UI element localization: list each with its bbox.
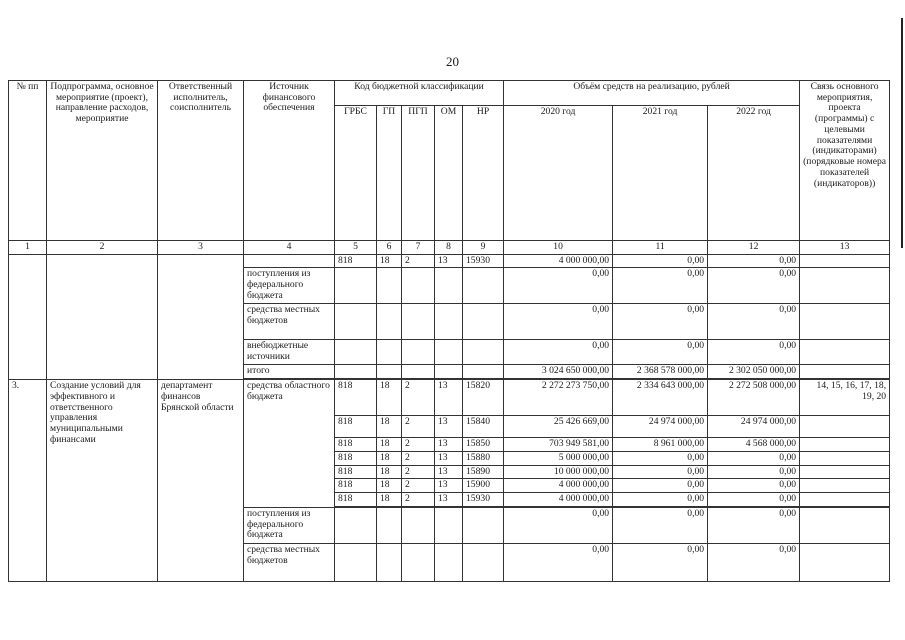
cell-grbs: 818: [335, 254, 377, 268]
cell-2020: 25 426 669,00: [504, 416, 613, 438]
cell-2021: 0,00: [613, 543, 708, 581]
cell-2020: 5 000 000,00: [504, 451, 613, 465]
cell-np: 15850: [463, 438, 504, 452]
source-federal: поступления из федерального бюджета: [244, 268, 335, 304]
cell-pgp: 2: [402, 493, 435, 507]
cell-gp: 18: [377, 479, 402, 493]
subheader-2020: 2020 год: [504, 106, 613, 241]
table-row: [9, 254, 890, 268]
cell-np: 15840: [463, 416, 504, 438]
cell-pgp: 2: [402, 451, 435, 465]
cell-2022: 0,00: [708, 451, 800, 465]
column-number: 2: [47, 241, 158, 255]
cell-2021: 0,00: [613, 493, 708, 507]
cell-2022: 0,00: [708, 304, 800, 340]
cell-grbs: 818: [335, 451, 377, 465]
cell-gp: 18: [377, 416, 402, 438]
subheader-gp: ГП: [377, 106, 402, 241]
cell-np: 15900: [463, 479, 504, 493]
cell-2022: 0,00: [708, 479, 800, 493]
table-row: [9, 380, 890, 416]
column-number: 11: [613, 241, 708, 255]
source-federal: поступления из федерального бюджета: [244, 507, 335, 543]
cell-np: 15880: [463, 451, 504, 465]
cell-om: 13: [435, 493, 463, 507]
cell-gp: 18: [377, 380, 402, 416]
indicator-links: 14, 15, 16, 17, 18, 19, 20: [800, 380, 890, 416]
source-local: средства местных бюджетов: [244, 304, 335, 340]
column-number: 9: [463, 241, 504, 255]
cell-gp: 18: [377, 438, 402, 452]
cell-2020: 4 000 000,00: [504, 254, 613, 268]
cell-2022: 24 974 000,00: [708, 416, 800, 438]
column-number: 3: [158, 241, 244, 255]
source-extrabudget: внебюджетные источники: [244, 340, 335, 365]
cell-2021: 0,00: [613, 304, 708, 340]
cell-2022: 0,00: [708, 493, 800, 507]
cell-grbs: 818: [335, 479, 377, 493]
cell-grbs: 818: [335, 380, 377, 416]
cell-pgp: 2: [402, 254, 435, 268]
cell-pgp: 2: [402, 438, 435, 452]
cell-grbs: 818: [335, 416, 377, 438]
cell-2022: 4 568 000,00: [708, 438, 800, 452]
cell-grbs: 818: [335, 438, 377, 452]
cell-2022: 0,00: [708, 254, 800, 268]
column-number: 1: [9, 241, 47, 255]
total-2021: 2 368 578 000,00: [613, 365, 708, 379]
cell-2021: 8 961 000,00: [613, 438, 708, 452]
cell-om: 13: [435, 479, 463, 493]
cell-gp: 18: [377, 451, 402, 465]
cell-pgp: 2: [402, 465, 435, 479]
cell-2022: 2 272 508 000,00: [708, 380, 800, 416]
cell-np: 15820: [463, 380, 504, 416]
cell-np: 15930: [463, 254, 504, 268]
cell-gp: 18: [377, 493, 402, 507]
total-2022: 2 302 050 000,00: [708, 365, 800, 379]
cell-2022: 0,00: [708, 268, 800, 304]
cell-gp: 18: [377, 254, 402, 268]
column-number: 6: [377, 241, 402, 255]
empty-cell: [47, 254, 158, 379]
header-source: Источник финансового обеспечения: [244, 81, 335, 241]
subheader-grbs: ГРБС: [335, 106, 377, 241]
total-label: итого: [244, 365, 335, 379]
cell-2020: 2 272 273 750,00: [504, 380, 613, 416]
total-2020: 3 024 650 000,00: [504, 365, 613, 379]
cell-2020: 0,00: [504, 340, 613, 365]
cell-grbs: 818: [335, 465, 377, 479]
executor: департамент финансов Брянской области: [158, 380, 244, 582]
column-number-row: [9, 241, 890, 255]
cell-om: 13: [435, 465, 463, 479]
cell-om: 13: [435, 380, 463, 416]
page-number: 20: [446, 54, 459, 69]
empty-cell: [244, 254, 335, 268]
column-number: 10: [504, 241, 613, 255]
cell-2020: 703 949 581,00: [504, 438, 613, 452]
cell-2020: 4 000 000,00: [504, 493, 613, 507]
cell-np: 15890: [463, 465, 504, 479]
header-executor: Ответственный исполнитель, соисполнитель: [158, 81, 244, 241]
cell-2020: 0,00: [504, 543, 613, 581]
header-link: Связь основного мероприятия, проекта (программы) с целевыми показателями (индикаторами) (порядковые номера показателей (индикаторов)): [800, 81, 890, 241]
cell-grbs: 818: [335, 493, 377, 507]
cell-2021: 0,00: [613, 479, 708, 493]
subheader-pgp: ПГП: [402, 106, 435, 241]
cell-pgp: 2: [402, 380, 435, 416]
column-number: 13: [800, 241, 890, 255]
subheader-om: ОМ: [435, 106, 463, 241]
column-number: 5: [335, 241, 377, 255]
column-number: 7: [402, 241, 435, 255]
cell-pgp: 2: [402, 416, 435, 438]
subheader-np: НР: [463, 106, 504, 241]
subheader-2022: 2022 год: [708, 106, 800, 241]
budget-table: [8, 80, 890, 582]
cell-2022: 0,00: [708, 465, 800, 479]
cell-2021: 0,00: [613, 507, 708, 543]
source-local: средства местных бюджетов: [244, 543, 335, 581]
empty-cell: [800, 254, 890, 268]
cell-om: 13: [435, 438, 463, 452]
header-row: [9, 81, 890, 106]
cell-om: 13: [435, 254, 463, 268]
column-number: 8: [435, 241, 463, 255]
cell-2022: 0,00: [708, 507, 800, 543]
header-code-group: Код бюджетной классификации: [335, 81, 504, 106]
source-regional: средства областного бюджета: [244, 380, 335, 508]
cell-2020: 10 000 000,00: [504, 465, 613, 479]
cell-2020: 0,00: [504, 268, 613, 304]
cell-2022: 0,00: [708, 543, 800, 581]
header-num: № пп: [9, 81, 47, 241]
header-volume-group: Объём средств на реализацию, рублей: [504, 81, 800, 106]
cell-om: 13: [435, 451, 463, 465]
row-number: 3.: [9, 380, 47, 582]
cell-2021: 24 974 000,00: [613, 416, 708, 438]
header-subprogram: Подпрограмма, основное мероприятие (проект), направление расходов, мероприятие: [47, 81, 158, 241]
cell-2020: 0,00: [504, 507, 613, 543]
cell-2020: 0,00: [504, 304, 613, 340]
cell-2020: 4 000 000,00: [504, 479, 613, 493]
subheader-2021: 2021 год: [613, 106, 708, 241]
column-number: 12: [708, 241, 800, 255]
column-number: 4: [244, 241, 335, 255]
cell-np: 15930: [463, 493, 504, 507]
cell-2021: 0,00: [613, 268, 708, 304]
empty-cell: [158, 254, 244, 379]
cell-2021: 0,00: [613, 340, 708, 365]
cell-2021: 0,00: [613, 254, 708, 268]
page-edge-line: [901, 18, 903, 248]
empty-cell: [9, 254, 47, 379]
subprogram-title: Создание условий для эффективного и ответственного управления муниципальными финансами: [47, 380, 158, 582]
cell-pgp: 2: [402, 479, 435, 493]
cell-gp: 18: [377, 465, 402, 479]
cell-om: 13: [435, 416, 463, 438]
cell-2022: 0,00: [708, 340, 800, 365]
cell-2021: 2 334 643 000,00: [613, 380, 708, 416]
cell-2021: 0,00: [613, 465, 708, 479]
cell-2021: 0,00: [613, 451, 708, 465]
